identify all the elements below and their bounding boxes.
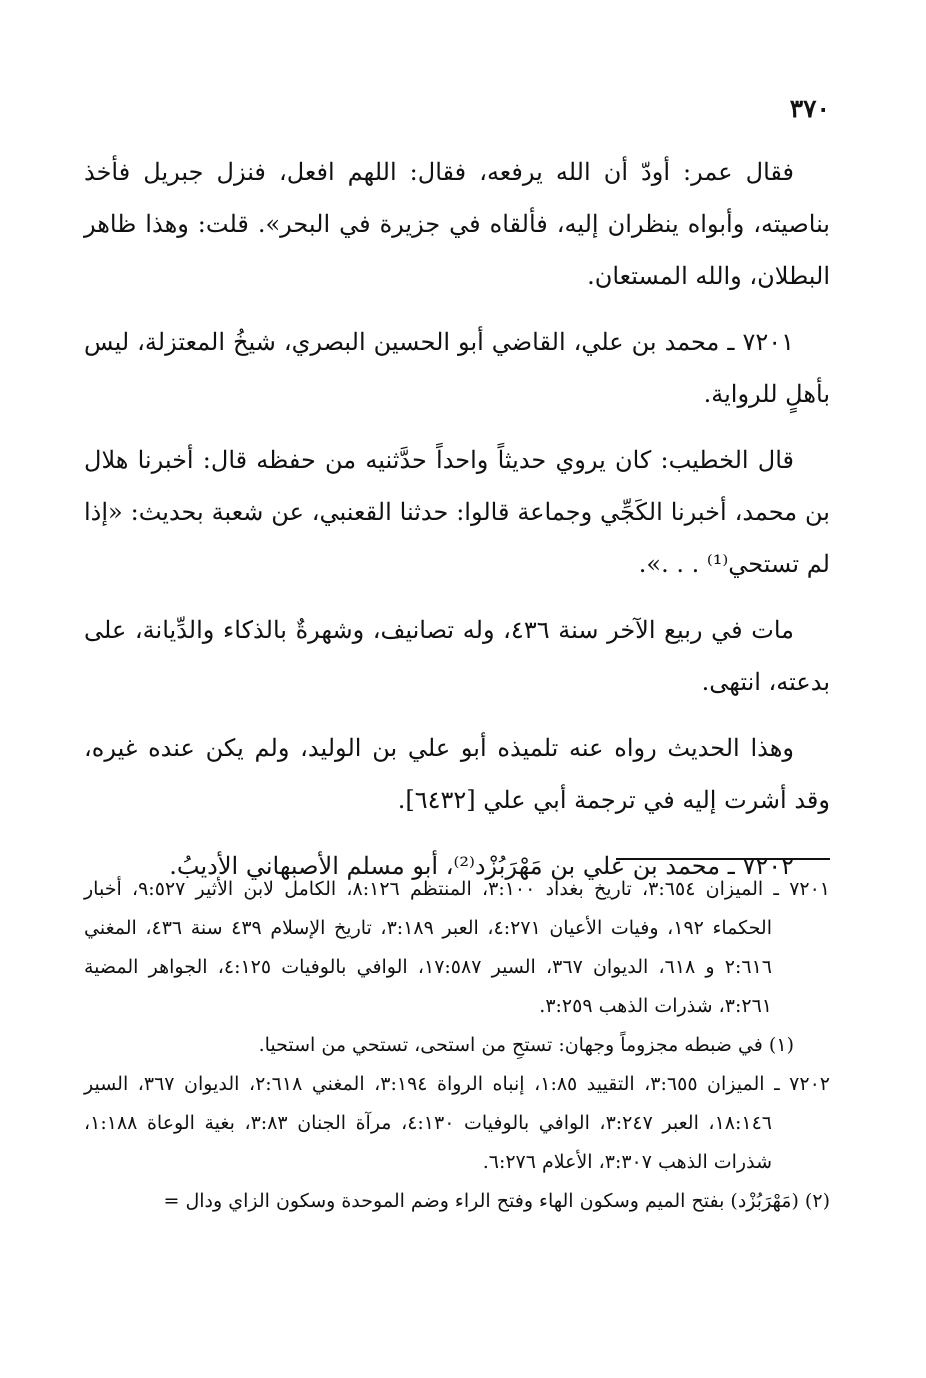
main-text [84, 146, 830, 906]
footnote-sources-7202: ٧٢٠٢ ـ الميزان ٣:٦٥٥، التقييد ١:٨٥، إنباه الرواة ٣:١٩٤، المغني ٢:٦١٨، الديوان ٣٦٧، السير ١٨:١٤٦، العبر ٣:٢٤٧، الوافي بالوفيات ٤:١٣٠، مرآة الجنان ٣:٨٣، بغية الوعاة ١:١٨٨، شذرات الذهب ٣:٣٠٧، الأعلام ٦:٢٧٦. [84, 1073, 830, 1173]
footnote-2: (٢) (مَهْرَبُزْد) بفتح الميم وسكون الهاء وفتح الراء وضم الموحدة وسكون الزاي ودال = [163, 1190, 830, 1212]
footnotes [84, 870, 830, 1221]
paragraph-khatib: قال الخطيب: كان يروي حديثاً واحداً حدَّثنيه من حفظه قال: أخبرنا هلال بن محمد، أخبرنا الكَجِّي وجماعة قالوا: حدثنا القعنبي، عن شعبة بحديث: «إذا لم تستحي⁽¹⁾ . . .». [84, 446, 830, 578]
paragraph-umar-quote: فقال عمر: أودّ أن الله يرفعه، فقال: اللهم افعل، فنزل جبريل فأخذ بناصيته، وأبواه ينظران إليه، فألقاه في جزيرة في البحر». قلت: وهذا ظاهر البطلان، والله المستعان. [84, 158, 830, 290]
footnote-1: (١) في ضبطه مجزوماً وجهان: تستحِ من استحى، تستحي من استحيا. [258, 1034, 794, 1056]
paragraph-death: مات في ربيع الآخر سنة ٤٣٦، وله تصانيف، وشهرةٌ بالذكاء والدِّيانة، على بدعته، انتهى. [84, 616, 830, 696]
entry-7201-heading: ٧٢٠١ ـ محمد بن علي، القاضي أبو الحسين البصري، شيخُ المعتزلة، ليس بأهلٍ للرواية. [84, 328, 830, 408]
footnote-sources-7201: ٧٢٠١ ـ الميزان ٣:٦٥٤، تاريخ بغداد ٣:١٠٠، المنتظم ٨:١٢٦، الكامل لابن الأثير ٩:٥٢٧، أخبار الحكماء ١٩٢، وفيات الأعيان ٤:٢٧١، العبر ٣:١٨٩، تاريخ الإسلام ٤٣٩ سنة ٤٣٦، المغني ٢:٦١٦ و ٦١٨، الديوان ٣٦٧، السير ١٧:٥٨٧، الوافي بالوفيات ٤:١٢٥، الجواهر المضية ٣:٢٦١، شذرات الذهب ٣:٢٥٩. [84, 878, 831, 1017]
footnote-divider [616, 858, 830, 860]
entry-7202-heading: ٧٢٠٢ ـ محمد بن علي بن مَهْرَبُزْد⁽²⁾، أبو مسلم الأصبهاني الأديبُ. [169, 852, 794, 880]
page-number: ٣٧٠ [789, 94, 830, 123]
paragraph-hadith-note: وهذا الحديث رواه عنه تلميذه أبو علي بن الوليد، ولم يكن عنده غيره، وقد أشرت إليه في ترجمة أبي علي [٦٤٣٢]. [84, 734, 830, 814]
